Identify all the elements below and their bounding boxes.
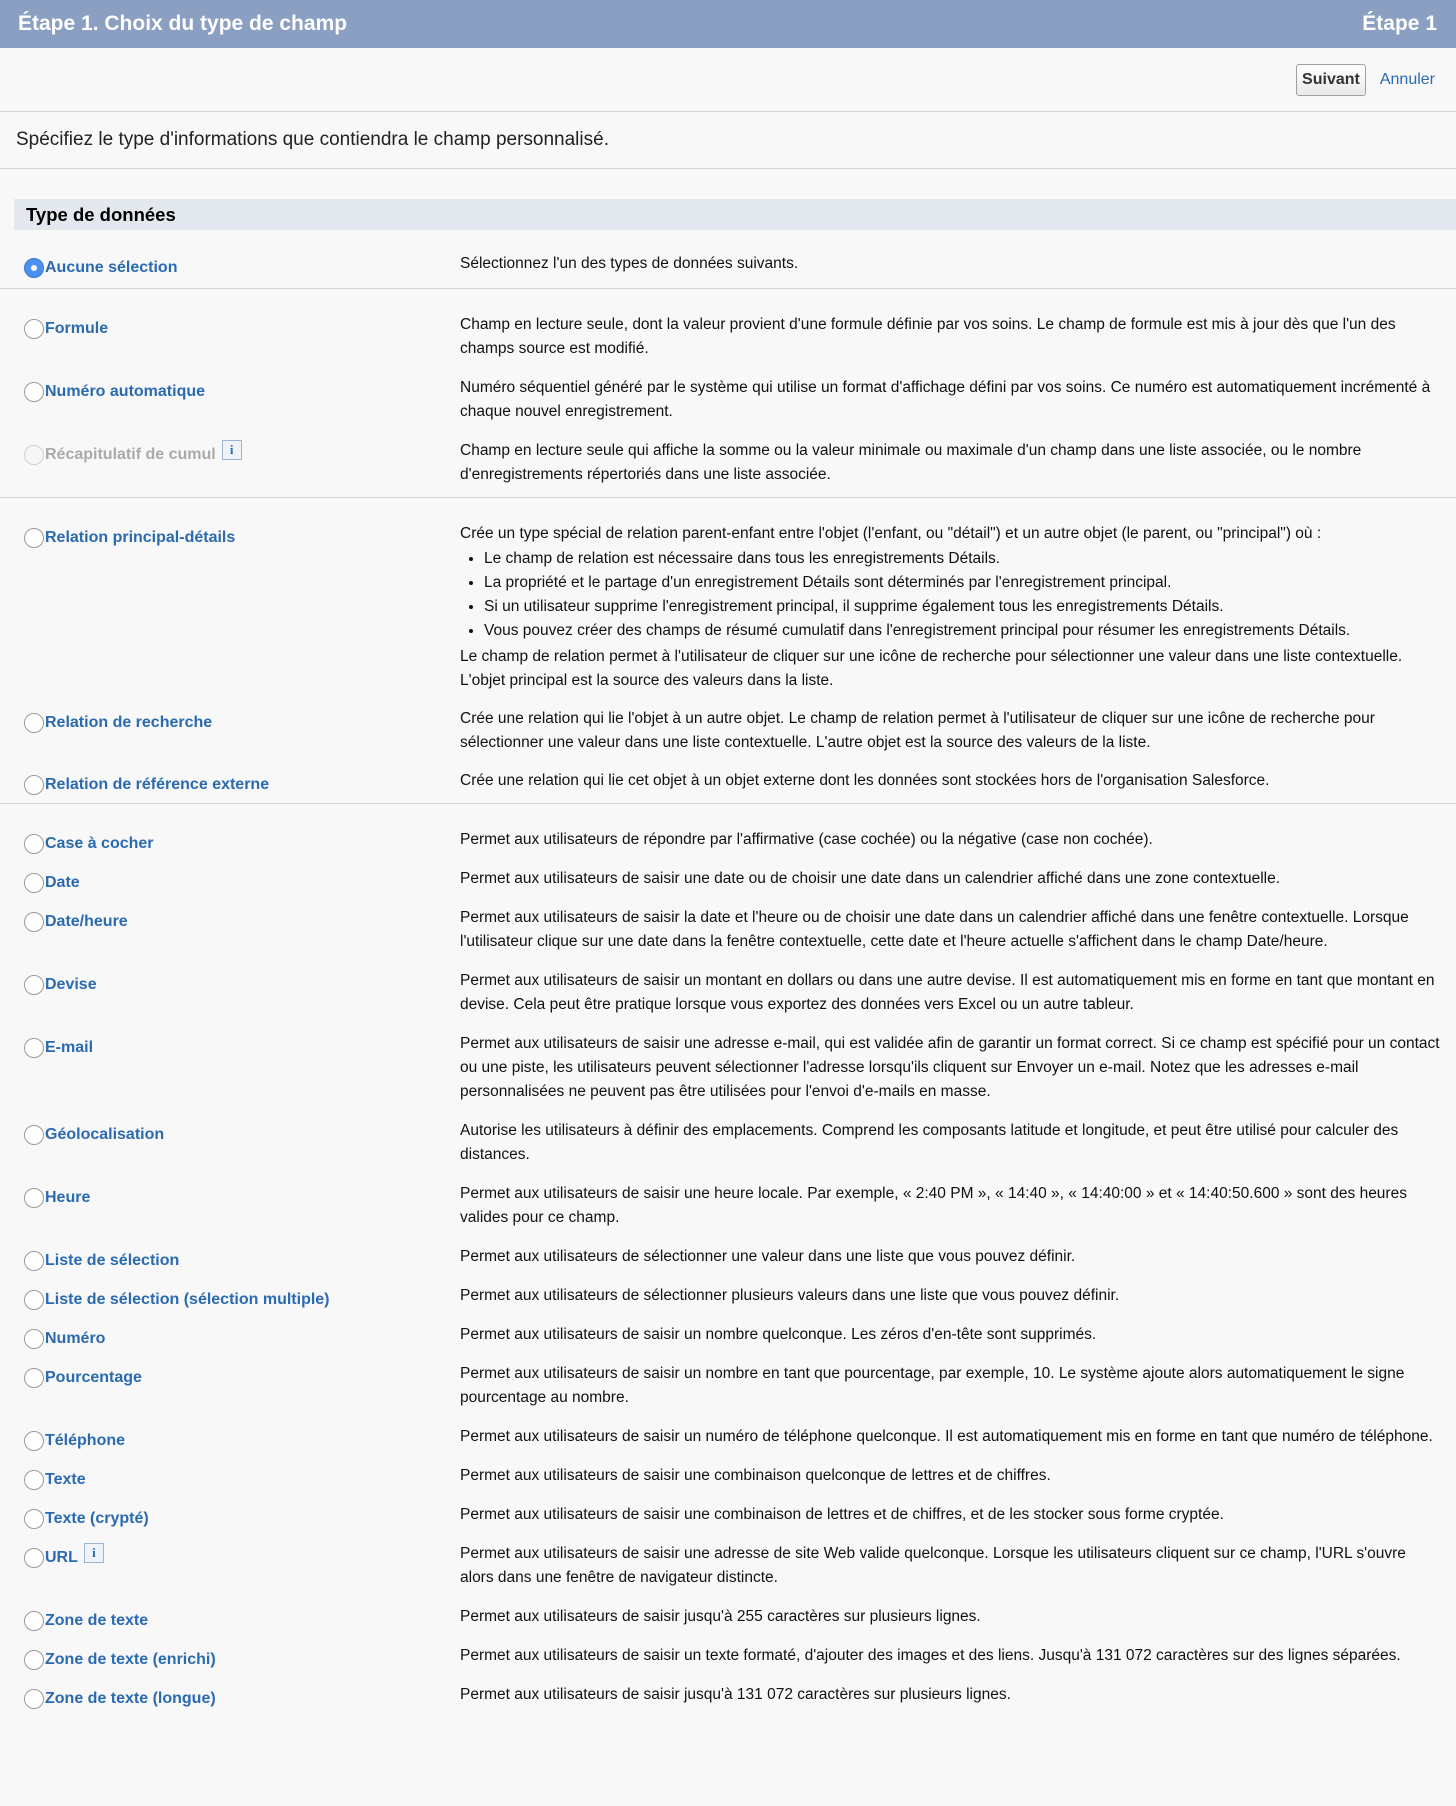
description-text: Permet aux utilisateurs de sélectionner plusieurs valeurs dans une liste que vous pouvez définir. xyxy=(460,1287,1120,1304)
data-type-label: Case à cocher xyxy=(45,835,154,852)
option-group xyxy=(0,289,1456,498)
description-bullet: • Le champ de relation est nécessaire dans tous les enregistrements Détails. xyxy=(484,547,1440,571)
data-type-row xyxy=(0,252,1456,276)
data-type-description xyxy=(460,906,1440,954)
data-type-option[interactable] xyxy=(24,1509,149,1529)
data-type-row xyxy=(0,1425,1456,1449)
data-type-label: Texte xyxy=(45,1471,86,1488)
data-type-description xyxy=(460,522,1440,693)
data-type-label: Géolocalisation xyxy=(45,1126,165,1143)
data-type-description xyxy=(460,376,1440,424)
data-type-label: Date/heure xyxy=(45,913,128,930)
data-type-row xyxy=(0,1245,1456,1269)
data-type-description xyxy=(460,1605,1440,1629)
radio-button[interactable] xyxy=(24,1251,44,1271)
description-text: Permet aux utilisateurs de saisir une adresse de site Web valide quelconque. Lorsque les utilisateurs cliquent sur ce champ, l'URL s'ouvre alors dans une fenêtre de navigateur distincte. xyxy=(460,1545,1406,1586)
radio-button[interactable] xyxy=(24,873,44,893)
description-text: Permet aux utilisateurs de saisir une heure locale. Par exemple, « 2:40 PM », « 14:40 », « 14:40:00 » et « 14:40:50.600 » sont des heures valides pour ce champ. xyxy=(460,1185,1407,1226)
description-text: Permet aux utilisateurs de saisir un nombre en tant que pourcentage, par exemple, 10. Le système ajoute alors automatiquement le signe pourcentage au nombre. xyxy=(460,1365,1405,1406)
radio-button[interactable] xyxy=(24,975,44,995)
radio-button[interactable] xyxy=(24,1611,44,1631)
page-title: Étape 1. Choix du type de champ xyxy=(18,12,348,35)
data-type-row xyxy=(0,1464,1456,1488)
radio-button[interactable] xyxy=(24,1038,44,1058)
description-text: Permet aux utilisateurs de saisir un numéro de téléphone quelconque. Il est automatiquement mis en forme en tant que numéro de téléphone. xyxy=(460,1428,1433,1445)
data-type-row xyxy=(0,1032,1456,1104)
step-indicator: Étape 1 xyxy=(1362,12,1437,35)
description-text: Champ en lecture seule qui affiche la somme ou la valeur minimale ou maximale d'un champ dans une liste associée, ou le nombre d'enregistrements répertoriés dans une liste associée. xyxy=(460,442,1362,483)
radio-button[interactable] xyxy=(24,1689,44,1709)
data-type-description xyxy=(460,1362,1440,1410)
data-type-row xyxy=(0,1503,1456,1527)
data-type-option[interactable] xyxy=(24,912,128,932)
data-type-row xyxy=(0,1542,1456,1590)
data-type-label: Zone de texte (enrichi) xyxy=(45,1651,216,1668)
data-type-row xyxy=(0,522,1456,693)
data-type-label: Zone de texte xyxy=(45,1612,149,1629)
data-type-label: Formule xyxy=(45,320,109,337)
data-type-row xyxy=(0,1605,1456,1629)
description-text: Permet aux utilisateurs de sélectionner une valeur dans une liste que vous pouvez définir. xyxy=(460,1248,1076,1265)
data-type-description xyxy=(460,1182,1440,1230)
data-type-description xyxy=(460,828,1440,852)
radio-button[interactable] xyxy=(24,528,44,548)
data-type-label: Liste de sélection xyxy=(45,1252,180,1269)
data-type-option[interactable] xyxy=(24,1125,164,1145)
data-type-row xyxy=(0,1182,1456,1230)
data-type-label: Heure xyxy=(45,1189,91,1206)
data-type-option[interactable] xyxy=(24,1545,104,1568)
data-type-row xyxy=(0,906,1456,954)
data-type-row xyxy=(0,313,1456,361)
data-type-description xyxy=(460,1503,1440,1527)
data-type-label: Liste de sélection (sélection multiple) xyxy=(45,1291,330,1308)
data-type-label: Date xyxy=(45,874,80,891)
data-type-description xyxy=(460,1323,1440,1347)
description-bullet: • La propriété et le partage d'un enregistrement Détails sont déterminés par l'enregistrement principal. xyxy=(484,571,1440,595)
radio-button[interactable] xyxy=(24,1329,44,1349)
data-type-description xyxy=(460,1542,1440,1590)
cancel-link[interactable]: Annuler xyxy=(1379,70,1435,88)
description-text: Permet aux utilisateurs de répondre par l'affirmative (case cochée) ou la négative (case non cochée). xyxy=(460,831,1153,848)
data-type-option[interactable] xyxy=(24,975,97,995)
description-text: Permet aux utilisateurs de saisir jusqu'à 255 caractères sur plusieurs lignes. xyxy=(460,1608,981,1625)
data-type-option[interactable] xyxy=(24,1470,86,1490)
data-type-description xyxy=(460,1644,1440,1668)
data-type-row xyxy=(0,867,1456,891)
data-type-option[interactable] xyxy=(24,1329,105,1349)
radio-button[interactable] xyxy=(24,258,44,278)
description-text: Permet aux utilisateurs de saisir une adresse e-mail, qui est validée afin de garantir un format correct. Si ce champ est spécifié pour un contact ou une piste, les utilisateurs peuvent sélectionner l'adresse lorsqu'ils cliquent sur Envoyer un e-mail. Notez que les adresses e-mail personnalisées ne peuvent pas être utilisées pour l'envoi d'e-mails en masse. xyxy=(460,1035,1440,1100)
radio-button[interactable] xyxy=(24,1125,44,1145)
data-type-option[interactable] xyxy=(24,1038,93,1058)
data-type-option[interactable] xyxy=(24,1251,179,1271)
data-type-label: Devise xyxy=(45,976,97,993)
data-type-option[interactable] xyxy=(24,528,235,548)
data-type-row xyxy=(0,1323,1456,1347)
data-type-description xyxy=(460,252,1440,276)
data-type-description xyxy=(460,707,1440,755)
data-type-option[interactable] xyxy=(24,1188,90,1208)
page-header xyxy=(0,0,1456,48)
option-group xyxy=(0,804,1456,1707)
data-type-label: Aucune sélection xyxy=(45,259,178,276)
data-type-description xyxy=(460,1464,1440,1488)
toolbar xyxy=(0,48,1456,112)
intro-text: Spécifiez le type d'informations que contiendra le champ personnalisé. xyxy=(0,112,1456,169)
radio-button[interactable] xyxy=(24,1290,44,1310)
description-text: Permet aux utilisateurs de saisir une date ou de choisir une date dans un calendrier affiché dans une zone contextuelle. xyxy=(460,870,1281,887)
description-text: Autorise les utilisateurs à définir des emplacements. Comprend les composants latitude et longitude, et peut être utilisé pour calculer des distances. xyxy=(460,1122,1399,1163)
description-text: Numéro séquentiel généré par le système qui utilise un format d'affichage défini par vos soins. Ce numéro est automatiquement incrémenté à chaque nouvel enregistrement. xyxy=(460,379,1431,420)
data-type-label: Numéro xyxy=(45,1330,106,1347)
data-type-description xyxy=(460,969,1440,1017)
data-type-row xyxy=(0,376,1456,424)
data-type-option[interactable] xyxy=(24,1290,330,1310)
data-type-label: Relation de référence externe xyxy=(45,776,270,793)
data-type-row xyxy=(0,1284,1456,1308)
radio-button[interactable] xyxy=(24,1509,44,1529)
description-text: Permet aux utilisateurs de saisir la date et l'heure ou de choisir une date dans un calendrier affiché dans une fenêtre contextuelle. Lorsque l'utilisateur clique sur une date dans la fenêtre contextuelle, cette date et l'heure actuelle s'affichent dans le champ Date/heure. xyxy=(460,909,1409,950)
data-type-label: Pourcentage xyxy=(45,1369,142,1386)
data-type-row xyxy=(0,707,1456,755)
data-type-row xyxy=(0,439,1456,487)
description-bullets xyxy=(460,547,1440,643)
data-type-option[interactable] xyxy=(24,834,154,854)
next-button[interactable]: Suivant xyxy=(1296,64,1366,96)
description-text: Champ en lecture seule, dont la valeur provient d'une formule définie par vos soins. Le champ de formule est mis à jour dès que l'un des champs source est modifié. xyxy=(460,316,1396,357)
data-type-label: Récapitulatif de cumul xyxy=(45,446,216,463)
data-type-row xyxy=(0,828,1456,852)
data-type-description xyxy=(460,1425,1440,1449)
data-type-label: Texte (crypté) xyxy=(45,1510,149,1527)
data-type-option[interactable] xyxy=(24,1611,148,1631)
description-bullet: • Si un utilisateur supprime l'enregistrement principal, il supprime également tous les enregistrements Détails. xyxy=(484,595,1440,619)
data-type-label: Numéro automatique xyxy=(45,383,206,400)
info-icon[interactable]: i xyxy=(222,440,242,460)
radio-button[interactable] xyxy=(24,319,44,339)
info-icon[interactable]: i xyxy=(84,1543,104,1563)
radio-button[interactable] xyxy=(24,382,44,402)
data-type-description xyxy=(460,769,1440,793)
radio-button[interactable] xyxy=(24,1431,44,1451)
data-type-description xyxy=(460,1284,1440,1308)
option-group xyxy=(0,498,1456,804)
description-text: Crée un type spécial de relation parent-enfant entre l'objet (l'enfant, ou "détail") et un autre objet (le parent, ou "principal") où : xyxy=(460,525,1322,542)
data-type-row xyxy=(0,969,1456,1017)
data-type-option[interactable] xyxy=(24,1689,216,1709)
data-type-description xyxy=(460,1245,1440,1269)
description-text: Le champ de relation permet à l'utilisateur de cliquer sur une icône de recherche pour sélectionner une valeur dans une liste contextuelle. L'objet principal est la source des valeurs dans la liste. xyxy=(460,648,1403,689)
data-type-option[interactable] xyxy=(24,873,80,893)
data-type-option[interactable] xyxy=(24,258,177,278)
description-text: Permet aux utilisateurs de saisir un texte formaté, d'ajouter des images et des liens. Jusqu'à 131 072 caractères sur des lignes séparées. xyxy=(460,1647,1401,1664)
radio-button[interactable] xyxy=(24,834,44,854)
radio-button[interactable] xyxy=(24,1188,44,1208)
data-type-row xyxy=(0,769,1456,793)
data-type-row xyxy=(0,1683,1456,1707)
radio-button[interactable] xyxy=(24,1548,44,1568)
data-type-description xyxy=(460,439,1440,487)
data-type-list xyxy=(0,230,1456,1707)
description-text: Permet aux utilisateurs de saisir une combinaison quelconque de lettres et de chiffres. xyxy=(460,1467,1051,1484)
data-type-description xyxy=(460,1683,1440,1707)
data-type-option[interactable] xyxy=(24,319,108,339)
radio-button[interactable] xyxy=(24,1650,44,1670)
data-type-description xyxy=(460,1032,1440,1104)
radio-button[interactable] xyxy=(24,775,44,795)
data-type-row xyxy=(0,1119,1456,1167)
data-type-description xyxy=(460,313,1440,361)
option-group xyxy=(0,230,1456,289)
description-text: Permet aux utilisateurs de saisir un nombre quelconque. Les zéros d'en-tête sont supprimés. xyxy=(460,1326,1097,1343)
data-type-label: E-mail xyxy=(45,1039,94,1056)
radio-button[interactable] xyxy=(24,1470,44,1490)
data-type-row xyxy=(0,1644,1456,1668)
data-type-description xyxy=(460,1119,1440,1167)
data-type-row xyxy=(0,1362,1456,1410)
radio-button xyxy=(24,445,44,465)
radio-button[interactable] xyxy=(24,713,44,733)
radio-button[interactable] xyxy=(24,912,44,932)
data-type-option[interactable] xyxy=(24,382,205,402)
description-text: Sélectionnez l'un des types de données suivants. xyxy=(460,255,799,272)
data-type-option[interactable] xyxy=(24,713,212,733)
data-type-label: Relation de recherche xyxy=(45,714,213,731)
data-type-option xyxy=(24,442,242,465)
data-type-label: Relation principal-détails xyxy=(45,529,236,546)
data-type-label: Zone de texte (longue) xyxy=(45,1690,216,1707)
description-text: Permet aux utilisateurs de saisir un montant en dollars ou dans une autre devise. Il est automatiquement mis en forme en tant que montant en devise. Cela peut être pratique lorsque vous exportez des données vers Excel ou un autre tableur. xyxy=(460,972,1435,1013)
description-text: Crée une relation qui lie cet objet à un objet externe dont les données sont stockées hors de l'organisation Salesforce. xyxy=(460,772,1270,789)
data-type-option[interactable] xyxy=(24,1650,216,1670)
description-text: Permet aux utilisateurs de saisir jusqu'à 131 072 caractères sur plusieurs lignes. xyxy=(460,1686,1011,1703)
data-type-description xyxy=(460,867,1440,891)
data-type-option[interactable] xyxy=(24,1368,142,1388)
data-type-label: URL xyxy=(45,1549,78,1566)
description-text: Permet aux utilisateurs de saisir une combinaison de lettres et de chiffres, et de les stocker sous forme cryptée. xyxy=(460,1506,1224,1523)
description-text: Crée une relation qui lie l'objet à un autre objet. Le champ de relation permet à l'utilisateur de cliquer sur une icône de recherche pour sélectionner une valeur dans une liste contextuelle. L'autre objet est la source des valeurs de la liste. xyxy=(460,710,1375,751)
data-type-label: Téléphone xyxy=(45,1432,126,1449)
data-type-option[interactable] xyxy=(24,775,269,795)
description-bullet: • Vous pouvez créer des champs de résumé cumulatif dans l'enregistrement principal pour résumer les enregistrements Détails. xyxy=(484,619,1440,643)
section-title: Type de données xyxy=(14,199,1456,230)
data-type-option[interactable] xyxy=(24,1431,125,1451)
radio-button[interactable] xyxy=(24,1368,44,1388)
